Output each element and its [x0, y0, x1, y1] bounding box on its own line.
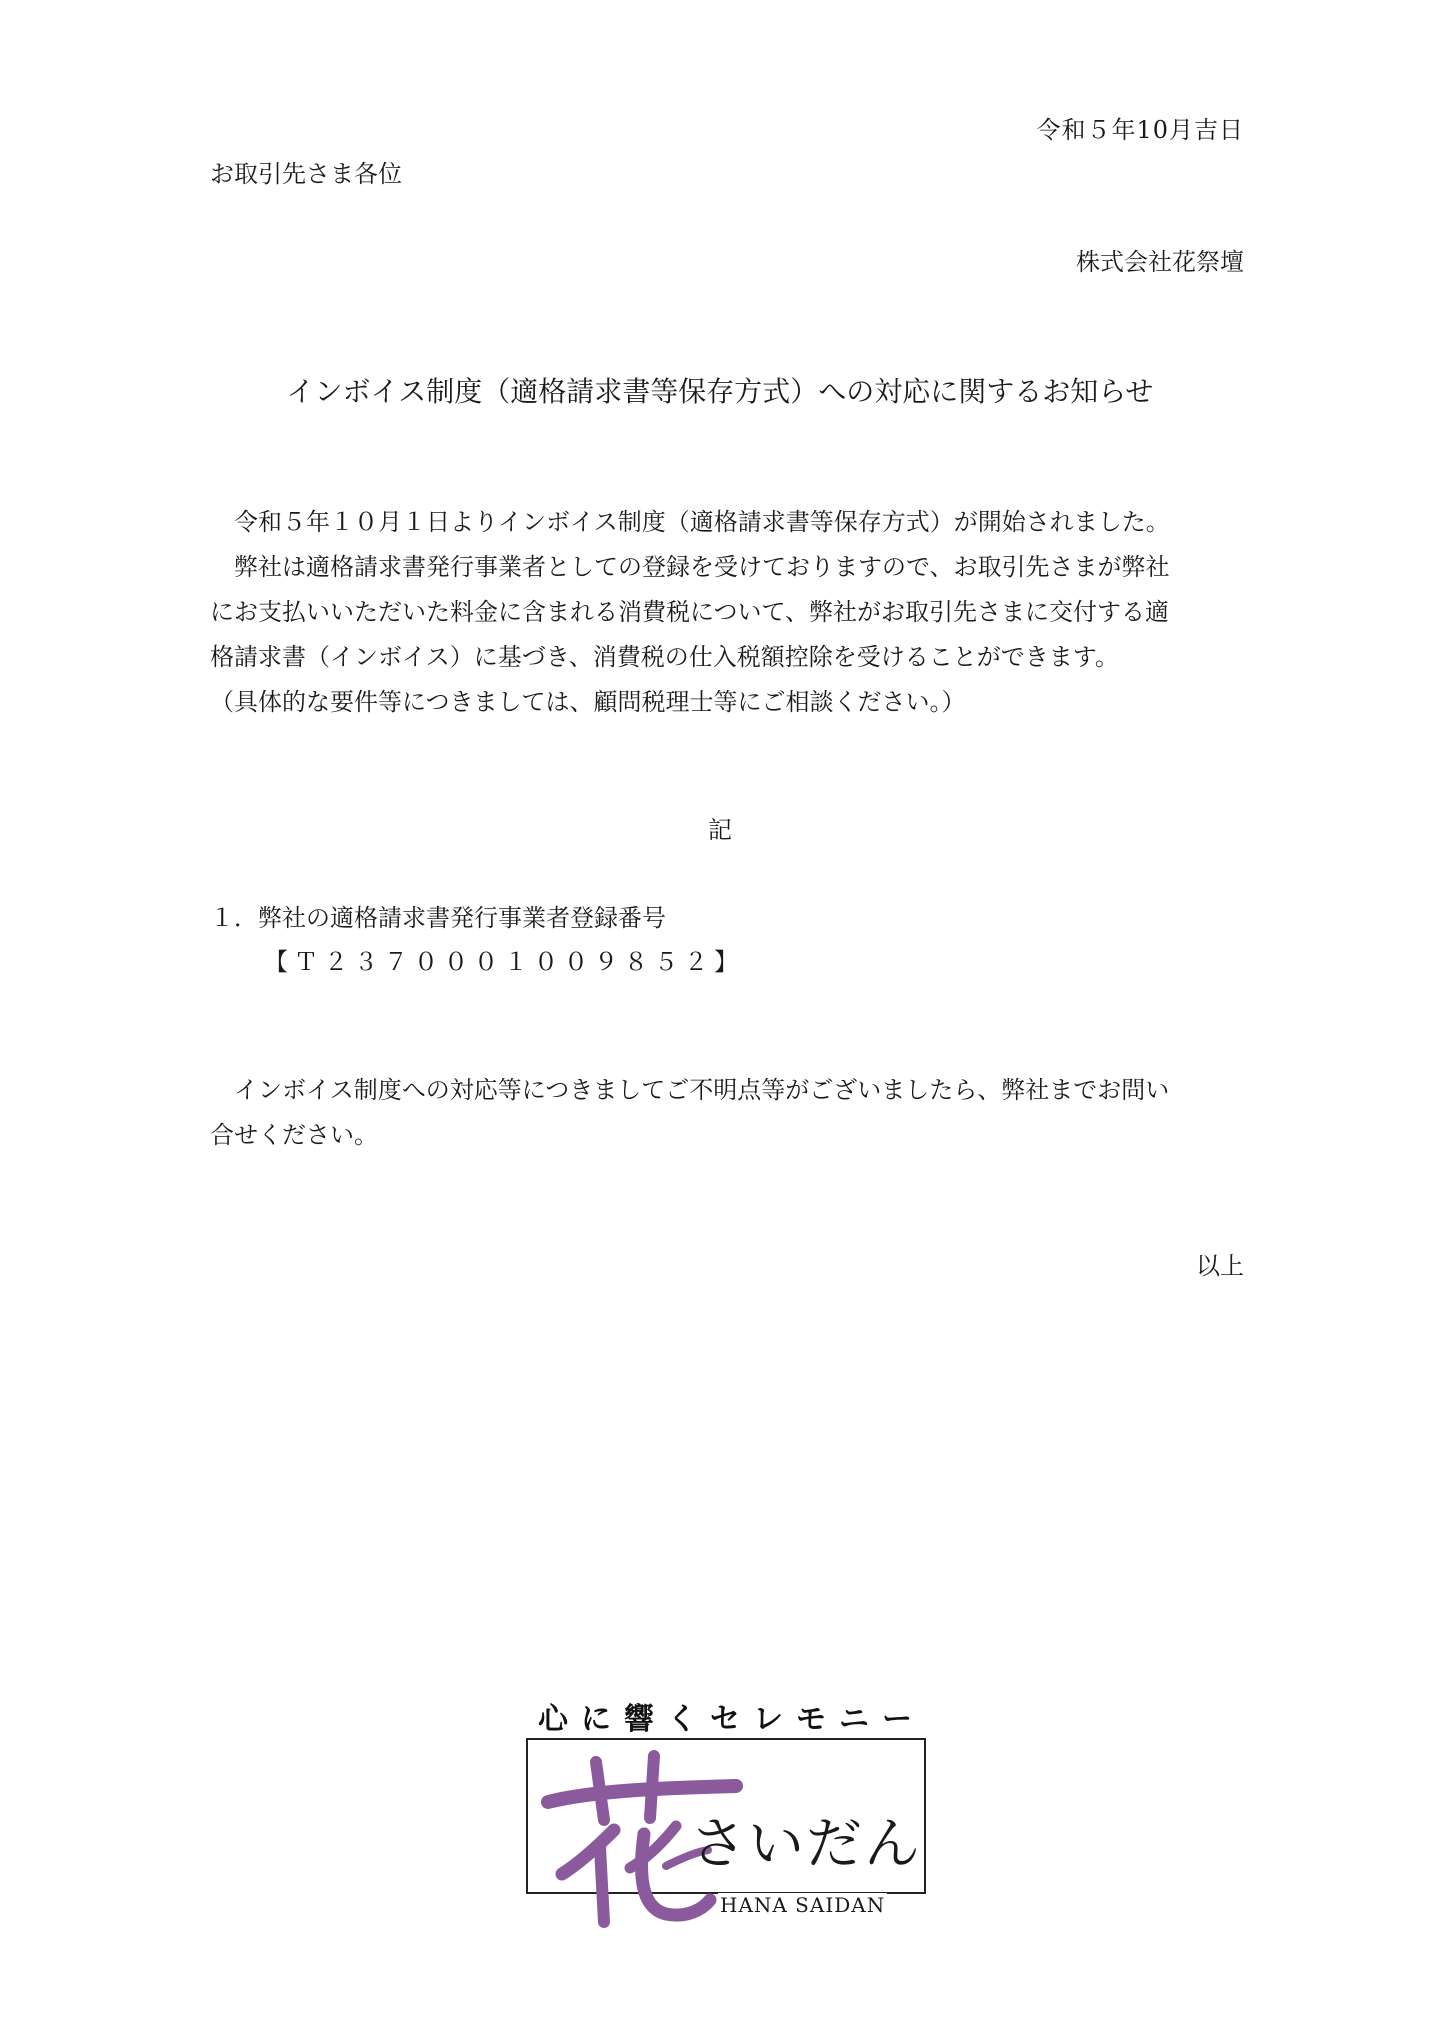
closing-line: インボイス制度への対応等につきましてご不明点等がございましたら、弊社までお問い: [234, 1076, 1170, 1104]
ki-heading: 記: [708, 816, 732, 844]
document-title: インボイス制度（適格請求書等保存方式）への対応に関するお知らせ: [286, 375, 1154, 408]
logo-tagline: 心に響くセレモニー: [538, 1702, 925, 1737]
body-paragraph: [210, 500, 1244, 725]
logo-roman: HANA SAIDAN: [720, 1893, 886, 1917]
sender-company: 株式会社花祭壇: [1076, 248, 1244, 276]
closing-line: 合せください。: [210, 1121, 378, 1149]
document-date: 令和５年10月吉日: [1036, 116, 1244, 144]
logo-kana: さいだん: [690, 1812, 922, 1877]
ijo-closing-mark: 以上: [1196, 1252, 1244, 1280]
registration-number: 【Ｔ２３７０００１００９８５２】: [264, 948, 744, 976]
body-line: 弊社は適格請求書発行事業者としての登録を受けておりますので、お取引先さまが弊社: [234, 553, 1170, 581]
recipient-line: お取引先さま各位: [210, 160, 402, 188]
item-label: １．弊社の適格請求書発行事業者登録番号: [210, 904, 666, 932]
closing-paragraph: [210, 1068, 1244, 1158]
body-line: 令和５年１０月１日よりインボイス制度（適格請求書等保存方式）が開始されました。: [234, 508, 1170, 536]
body-line: 格請求書（インボイス）に基づき、消費税の仕入税額控除を受けることができます。: [210, 643, 1119, 671]
body-line: （具体的な要件等につきましては、顧問税理士等にご相談ください。）: [210, 688, 966, 716]
body-line: にお支払いいただいた料金に含まれる消費税について、弊社がお取引先さまに交付する適: [210, 598, 1170, 626]
